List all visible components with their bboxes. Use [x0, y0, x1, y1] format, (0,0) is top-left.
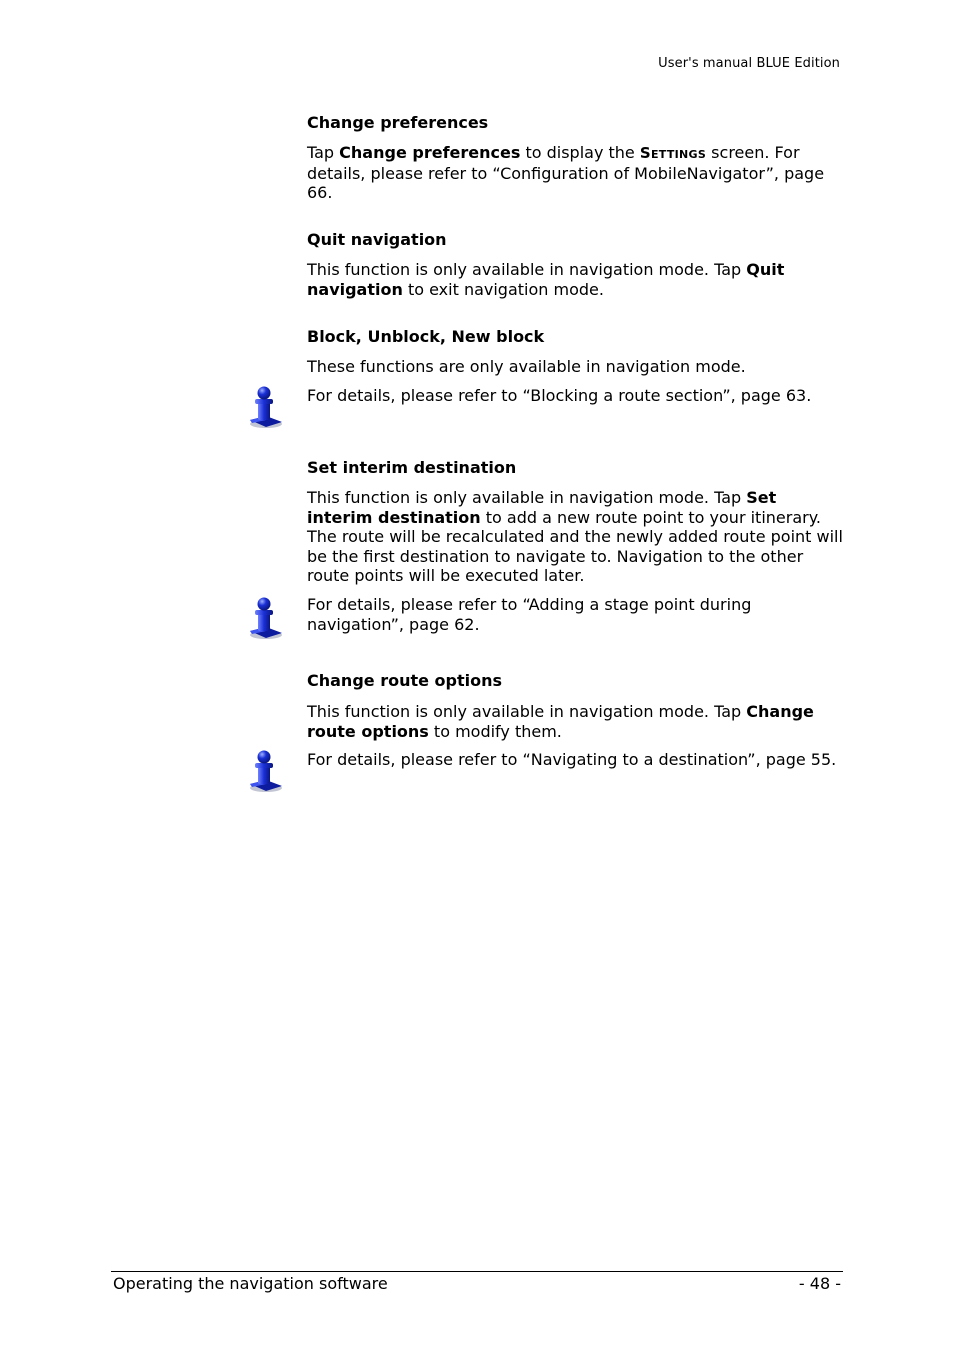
- heading-quit-navigation: Quit navigation: [307, 230, 447, 249]
- page-number: - 48 -: [798, 1274, 841, 1293]
- heading-block-unblock: Block, Unblock, New block: [307, 327, 545, 346]
- interim-destination-text: This function is only available in navigation mode. Tap Set interim destination to add a new route point to your itinerary. The route will be recalculated and the newly added route point will be the first destination to navigate to. Navigation to the other route points will be executed later.: [307, 488, 843, 585]
- route-options-text: This function is only available in navigation mode. Tap Change route options to modify them.: [307, 702, 814, 741]
- heading-set-interim-destination: Set interim destination: [307, 458, 517, 477]
- change-preferences-text: Tap Change preferences to display the Settings screen. For details, please refer to “Configuration of MobileNavigator”, page 66.: [307, 143, 825, 202]
- footer-chapter-title: Operating the navigation software: [113, 1274, 388, 1293]
- route-options-note: For details, please refer to “Navigating to a destination”, page 55.: [307, 750, 837, 769]
- heading-change-preferences: Change preferences: [307, 113, 489, 132]
- info-person-icon: [244, 597, 284, 641]
- block-text: These functions are only available in navigation mode.: [307, 357, 746, 376]
- info-person-icon: [244, 386, 284, 430]
- running-header: User's manual BLUE Edition: [658, 56, 840, 71]
- info-person-icon: [244, 750, 284, 794]
- heading-change-route-options: Change route options: [307, 671, 503, 690]
- footer-divider: [111, 1271, 843, 1272]
- interim-destination-note: For details, please refer to “Adding a stage point during navigation”, page 62.: [307, 595, 752, 634]
- block-note: For details, please refer to “Blocking a route section”, page 63.: [307, 386, 812, 405]
- quit-navigation-text: This function is only available in navigation mode. Tap Quit navigation to exit navigation mode.: [307, 260, 785, 299]
